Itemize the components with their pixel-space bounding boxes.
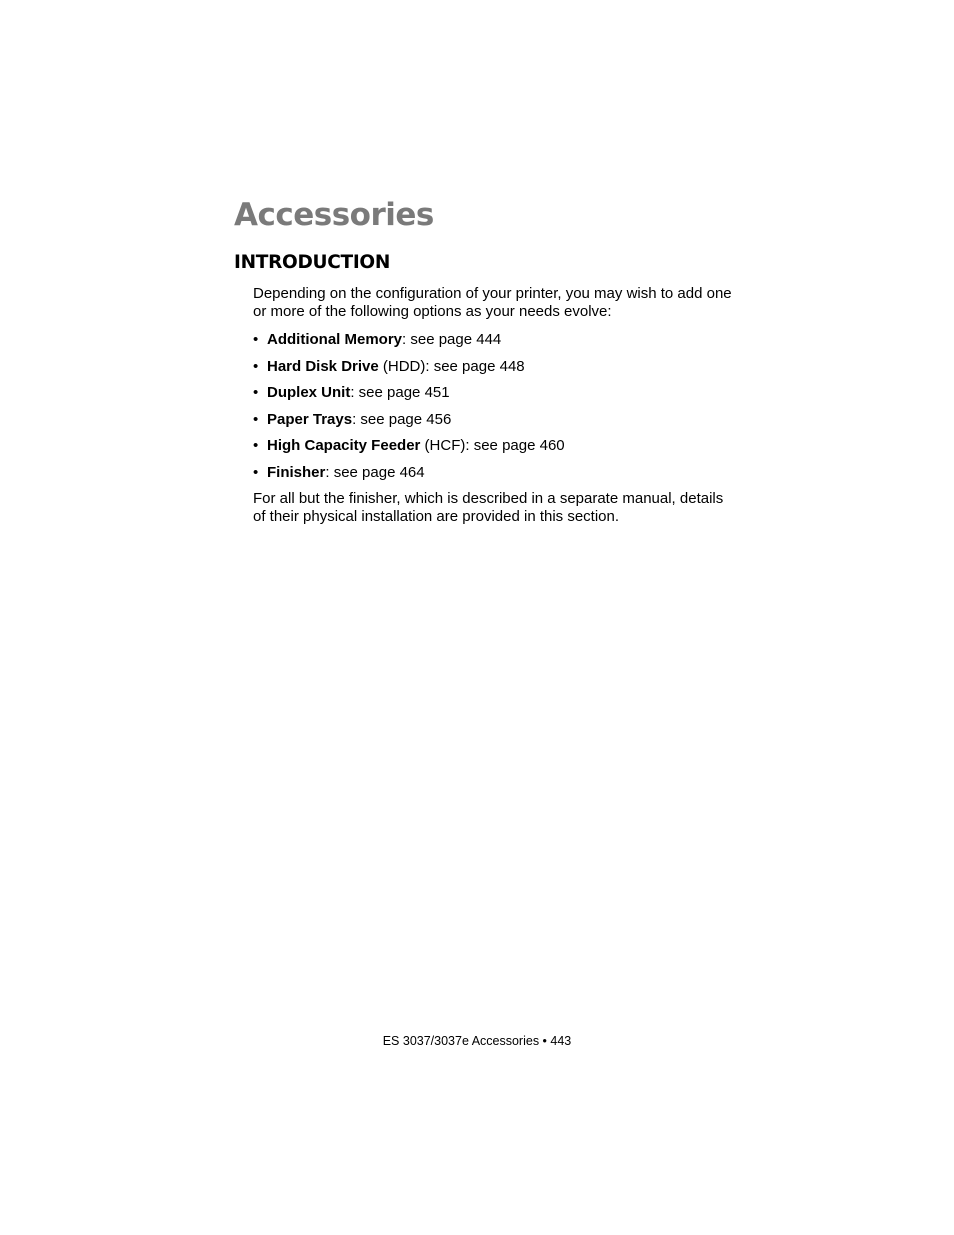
option-name: Paper Trays [267, 410, 353, 428]
page-title: Accessories [234, 197, 434, 233]
option-name: Hard Disk Drive [267, 357, 379, 375]
page-footer: ES 3037/3037e Accessories • 443 [382, 1034, 572, 1048]
intro-paragraph: Depending on the configuration of your printer, you may wish to add one or more of the following options as your needs evolve: [253, 285, 732, 320]
list-item-finisher [253, 464, 733, 491]
body-content [253, 285, 733, 526]
closing-paragraph: For all but the finisher, which is described in a separate manual, details of their physical installation are provided in this section. [253, 489, 724, 525]
option-page-ref: (HCF): see page 460 [420, 437, 565, 454]
bullet-icon: • [253, 410, 259, 428]
list-item-hard-disk-drive [253, 358, 733, 385]
list-item-duplex-unit [253, 384, 733, 411]
list-item-high-capacity-feeder [253, 437, 733, 464]
option-page-ref: : see page 451 [350, 384, 450, 401]
option-name: Finisher [267, 463, 326, 481]
list-item-additional-memory [253, 331, 733, 358]
section-heading: INTRODUCTION [234, 252, 391, 273]
bullet-icon: • [253, 357, 259, 375]
option-page-ref: : see page 456 [352, 410, 452, 428]
list-item-paper-trays [253, 411, 733, 438]
bullet-icon: • [253, 437, 259, 454]
bullet-icon: • [253, 331, 259, 348]
bullet-icon: • [253, 384, 259, 401]
bullet-icon: • [253, 463, 259, 481]
option-name: Additional Memory [267, 331, 403, 348]
option-page-ref: (HDD): see page 448 [378, 357, 525, 375]
option-page-ref: : see page 444 [402, 331, 502, 348]
option-name: High Capacity Feeder [267, 437, 421, 454]
options-list [253, 331, 733, 490]
option-page-ref: : see page 464 [325, 463, 425, 481]
option-name: Duplex Unit [267, 384, 351, 401]
